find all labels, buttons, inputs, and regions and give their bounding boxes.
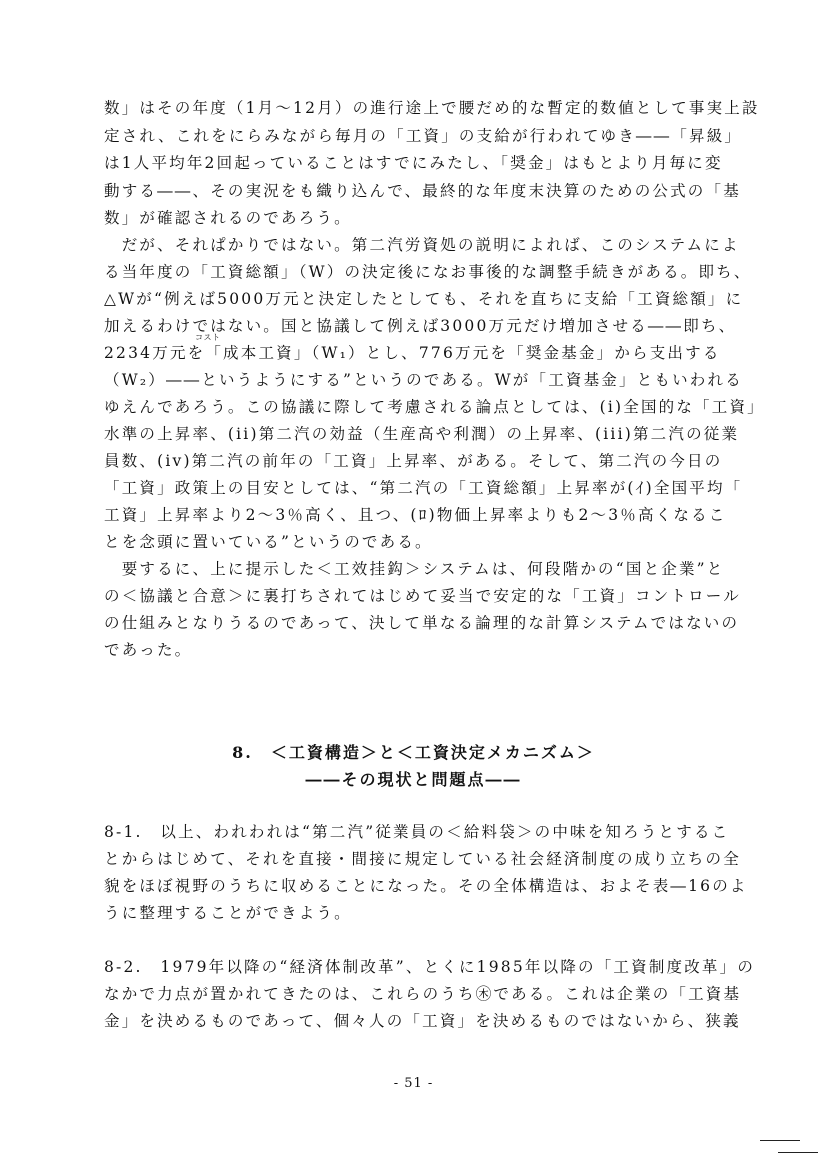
scan-mark <box>778 1152 818 1153</box>
text-line: る当年度の「工資総額」（W）の決定後になお事後的な調整手続きがある。即ち、 <box>104 263 752 281</box>
page-number: - 51 - <box>393 1076 434 1091</box>
text-line: 8-1. 以上、われわれは“第二汽”従業員の＜給料袋＞の中味を知ろうとするこ <box>104 823 730 841</box>
text-line: △Wが“例えば5000万元と決定したとしても、それを直ちに支給「工資総額」に <box>104 290 744 308</box>
text-line: 動する――、その実況をも織り込んで、最終的な年度末決算のための公式の「基 <box>104 182 741 200</box>
text-line: ゆえんであろう。この協議に際して考慮される論点としては、(i)全国的な「工資」 <box>104 398 765 416</box>
text-line: 加えるわけではない。国と協議して例えば3000万元だけ増加させる――即ち、 <box>104 317 737 335</box>
text-line: とからはじめて、それを直接・間接に規定している社会経済制度の成り立ちの全 <box>104 850 741 868</box>
text-line: 要するに、上に提示した＜工效挂鈎＞システムは、何段階かの“国と企業”と <box>104 560 725 578</box>
text-line: 定され、これをにらみながら毎月の「工資」の支給が行われてゆき――「昇級」 <box>104 127 743 145</box>
section-title: 8. ＜工資構造＞と＜工資決定メカニズム＞ <box>232 743 595 762</box>
ruby-annotation: コスト <box>195 333 221 342</box>
text-line: 数」が確認されるのであろう。 <box>104 209 352 227</box>
text-line: うに整理することができよう。 <box>104 904 352 922</box>
text-line: 水準の上昇率、(ii)第二汽の効益（生産高や利潤）の上昇率、(iii)第二汽の従業 <box>104 425 740 443</box>
text-line: 貌をほぼ視野のうちに収めることになった。その全体構造は、およそ表―16のよ <box>104 877 748 895</box>
text-line: 「工資」政策上の目安としては、“第二汽の「工資総額」上昇率が(ｲ)全国平均「 <box>104 479 743 497</box>
text-line: 工資」上昇率より2～3％高く、且つ、(ﾛ)物価上昇率よりも2～3％高くなるこ <box>104 506 727 524</box>
text-line: 数」はその年度（1月～12月）の進行途上で腰だめ的な暫定的数値として事実上設 <box>104 99 760 117</box>
text-line: は1人平均年2回起っていることはすでにみたし、「奨金」はもとより月毎に変 <box>104 154 723 172</box>
text-line: なかで力点が置かれてきたのは、これらのうち㊍である。これは企業の「工資基 <box>104 985 742 1003</box>
text-line: 金」を決めるものであって、個々人の「工資」を決めるものではないから、狭義 <box>104 1012 741 1030</box>
section-subtitle: ――その現状と問題点―― <box>305 770 522 789</box>
text-line: 2234万元を「成本工資」（W₁）とし、776万元を「奨金基金」から支出する <box>104 344 721 362</box>
text-line: の仕組みとなりうるのであって、決して単なる論理的な計算システムではないの <box>104 614 740 632</box>
text-line: とを念頭に置いている”というのである。 <box>104 533 433 551</box>
text-line: 8-2. 1979年以降の“経済体制改革”、とくに1985年以降の「工資制度改革」の <box>104 958 756 976</box>
text-line: （W₂）――というようにする”というのである。Wが「工資基金」ともいわれる <box>104 371 743 389</box>
text-line: 員数、(iv)第二汽の前年の「工資」上昇率、がある。そして、第二汽の今日の <box>104 452 723 470</box>
text-line: であった。 <box>104 641 193 659</box>
scan-mark <box>760 1140 800 1141</box>
text-line: の＜協議と合意＞に裏打ちされてはじめて妥当で安定的な「工資」コントロール <box>104 587 741 605</box>
text-line: だが、それぱかりではない。第二汽労資処の説明によれば、このシステムによ <box>104 236 740 254</box>
